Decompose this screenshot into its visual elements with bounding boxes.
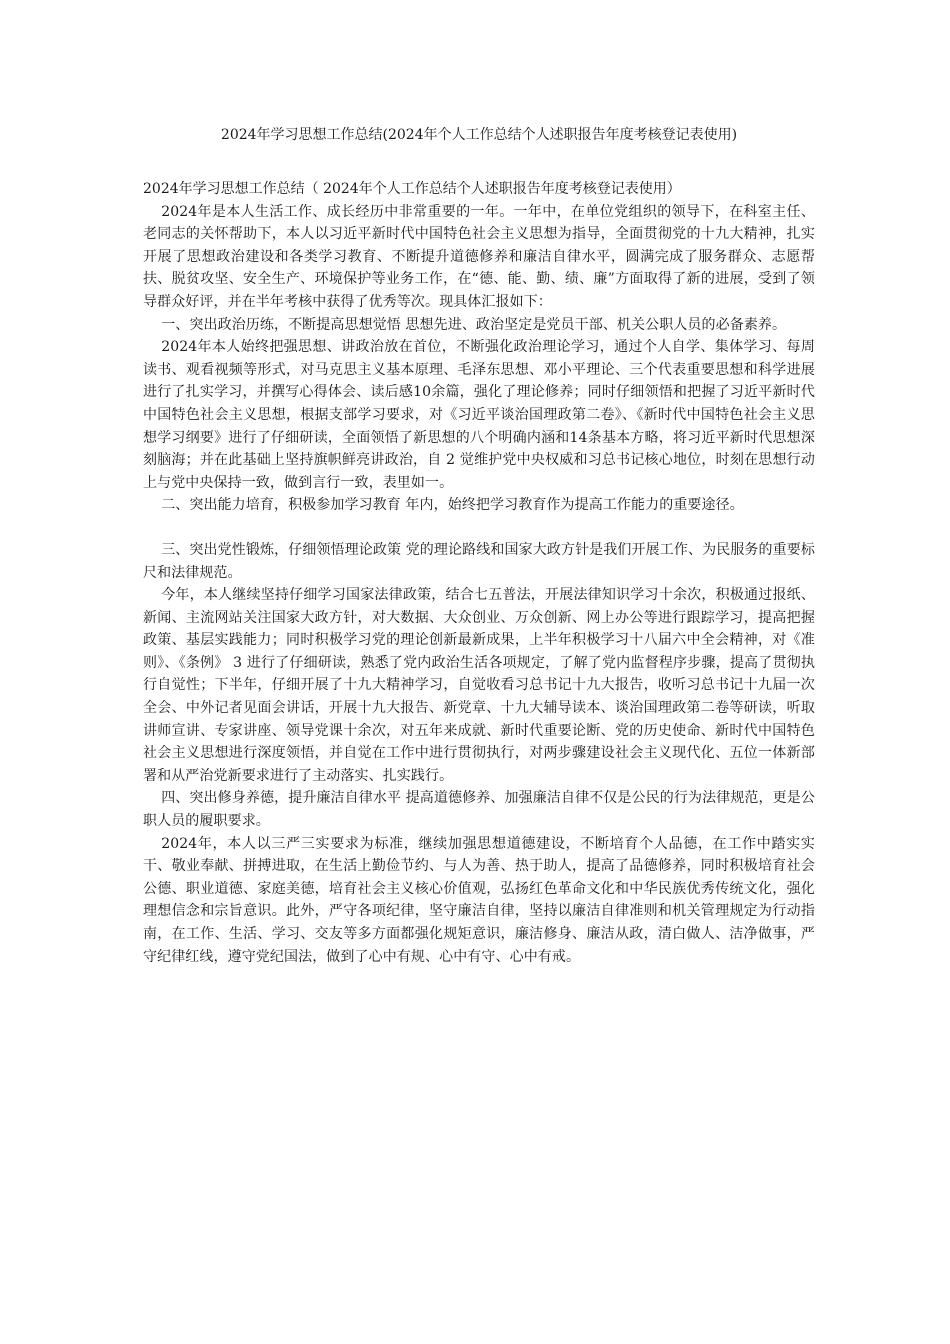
paragraph-section-3-body: 今年，本人继续坚持仔细学习国家法律政策，结合七五普法，开展法律知识学习十余次，积极通过报纸、新闻、主流网站关注国家大政方针，对大数据、大众创业、万众创新、网上办公等进行跟踪学习，提高把握政策、基层实践能力；同时积极学习党的理论创新最新成果，上半年积极学习十八届六中全会精神，对《准则》、《条例》 3 进行了仔细研读，熟悉了党内政治生活各项规定，了解了党内监督程序步骤，提高了贯彻执行自觉性；下半年，仔细开展了十九大精神学习，自觉收看习总书记十九大报告，收听习总书记十九届一次全会、中外记者见面会讲话，开展十九大报告、新党章、十九大辅导读本、谈治国理政第二卷等研读，听取讲师宣讲、专家讲座、领导党课十余次，对五年来成就、新时代重要论断、党的历史使命、新时代中国特色社会主义思想进行深度领悟，并自觉在工作中进行贯彻执行，对两步骤建设社会主义现代化、五位一体新部署和从严治党新要求进行了主动落实、扎实践行。 bbox=[143, 587, 815, 784]
document-page bbox=[143, 124, 815, 968]
paragraph-section-2-heading: 二、突出能力培育，积极参加学习教育 年内，始终把学习教育作为提高工作能力的重要途径。 bbox=[161, 497, 744, 514]
paragraph-section-1-heading: 一、突出政治历练，不断提高思想觉悟 思想先进、政治坚定是党员干部、机关公职人员的必备素养。 bbox=[161, 316, 787, 333]
document-title: 2024年学习思想工作总结(2024年个人工作总结个人述职报告年度考核登记表使用) bbox=[220, 127, 738, 143]
paragraph-gap bbox=[143, 517, 815, 539]
paragraph-section-3-heading: 三、突出党性锻炼，仔细领悟理论政策 党的理论路线和国家大政方针是我们开展工作、为民服务的重要标尺和法律规范。 bbox=[143, 541, 815, 581]
paragraph-section-4-heading: 四、突出修身养德，提升廉洁自律水平 提高道德修养、加强廉洁自律不仅是公民的行为法律规范，更是公职人员的履职要求。 bbox=[143, 790, 815, 830]
paragraph-section-4-body: 2024年，本人以三严三实要求为标准，继续加强思想道德建设，不断培育个人品德，在工作中踏实实干、敬业奉献、拼搏进取，在生活上勤俭节约、与人为善、热于助人，提高了品德修养，同时积极培育社会公德、职业道德、家庭美德，培育社会主义核心价值观，弘扬红色革命文化和中华民族优秀传统文化，强化理想信念和宗旨意识。此外，严守各项纪律，坚守廉洁自律，坚持以廉洁自律准则和机关管理规定为行动指南，在工作、生活、学习、交友等多方面都强化规矩意识，廉洁修身、廉洁从政，清白做人、洁净做事，严守纪律红线，遵守党纪国法，做到了心中有规、心中有守、心中有戒。 bbox=[143, 835, 815, 965]
document-subtitle: 2024年学习思想工作总结（ 2024年个人工作总结个人述职报告年度考核登记表使用） bbox=[143, 181, 681, 197]
paragraph-intro: 2024年是本人生活工作、成长经历中非常重要的一年。一年中，在单位党组织的领导下，在科室主任、老同志的关怀帮助下，本人以习近平新时代中国特色社会主义思想为指导，全面贯彻党的十九大精神，扎实开展了思想政治建设和各类学习教育、不断提升道德修养和廉洁自律水平，圆满完成了服务群众、志愿帮扶、脱贫攻坚、安全生产、环境保护等业务工作，在“德、能、勤、绩、廉”方面取得了新的进展，受到了领导群众好评，并在半年考核中获得了优秀等次。现具体汇报如下： bbox=[143, 203, 815, 310]
paragraph-section-1-body: 2024年本人始终把强思想、讲政治放在首位，不断强化政治理论学习，通过个人自学、集体学习、每周读书、观看视频等形式，对马克思主义基本原理、毛泽东思想、邓小平理论、三个代表重要思想和科学进展进行了扎实学习，并撰写心得体会、读后感10余篇，强化了理论修养；同时仔细领悟和把握了习近平新时代中国特色社会主义思想，根据支部学习要求，对《习近平谈治国理政第二卷》、《新时代中国特色社会主义思想学习纲要》进行了仔细研读，全面领悟了新思想的八个明确内涵和14条基本方略，将习近平新时代思想深刻脑海；并在此基础上坚持旗帜鲜亮讲政治，自 2 觉维护党中央权威和习总书记核心地位，时刻在思想行动上与党中央保持一致，做到言行一致，表里如一。 bbox=[143, 339, 815, 491]
